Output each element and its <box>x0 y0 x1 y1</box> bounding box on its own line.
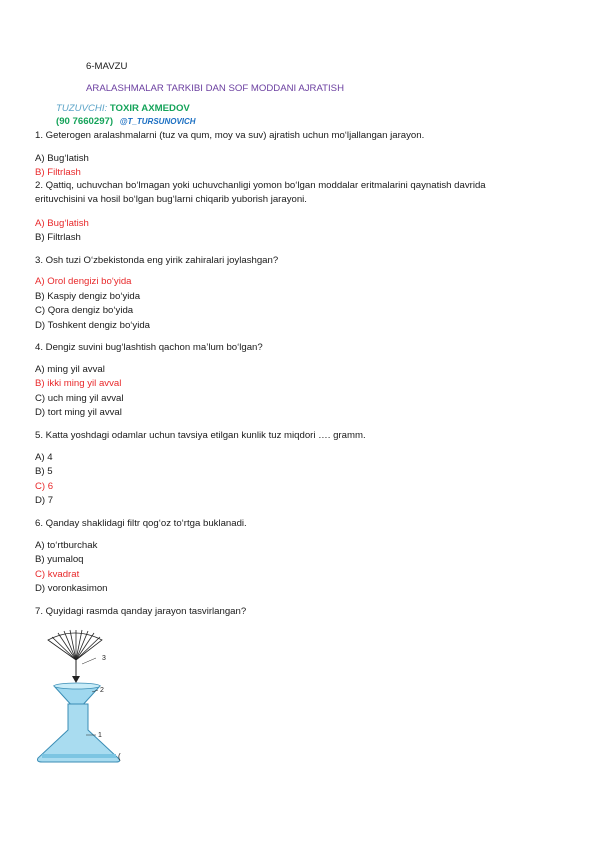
q6-option-c-answer: C) kvadrat <box>35 569 80 580</box>
question-3: 3. Osh tuzi O‘zbekistonda eng yirik zahiralari joylashgan? <box>35 255 279 266</box>
figure-label-cut: ( <box>118 752 121 761</box>
question-2: 2. Qattiq, uchuvchan bo‘lmagan yoki uchuvchanligi yomon bo‘lgan moddalar eritmalarini qaynatish davrida erituvchisini va hosil bo‘lgan bug‘larni chiqarib yuborish jarayoni. <box>35 180 486 205</box>
topic-number: 6-MAVZU <box>86 61 128 72</box>
q5-option-d: D) 7 <box>35 495 54 506</box>
q3-option-d: D) Toshkent dengiz bo‘yida <box>35 320 151 331</box>
q2-option-a-answer: A) Bug‘latish <box>35 218 89 229</box>
q3-option-c: C) Qora dengiz bo‘yida <box>35 305 134 316</box>
q6-option-a: A) to‘rtburchak <box>35 540 98 551</box>
figure-label-1: 1 <box>98 732 102 739</box>
q3-option-a-answer: A) Orol dengizi bo‘yida <box>35 276 132 287</box>
question-1: 1. Geterogen aralashmalarni (tuz va qum, moy va suv) ajratish uchun mo‘ljallangan jarayon. <box>35 130 425 141</box>
question-4: 4. Dengiz suvini bug‘lashtish qachon ma’lum bo‘lgan? <box>35 342 263 353</box>
author-line <box>56 102 190 115</box>
q1-option-b-answer: B) Filtrlash <box>35 167 81 178</box>
figure-label-3: 3 <box>102 655 106 662</box>
author-name: TOXIR AXMEDOV <box>109 103 190 114</box>
q4-option-d: D) tort ming yil avval <box>35 407 122 418</box>
q5-option-c-answer: C) 6 <box>35 481 54 492</box>
figure-label-2: 2 <box>100 687 104 694</box>
contact-line <box>56 115 196 128</box>
question-7: 7. Quyidagi rasmda qanday jarayon tasvirlangan? <box>35 606 247 617</box>
question-6: 6. Qanday shaklidagi filtr qog‘oz to‘rtga buklanadi. <box>35 518 247 529</box>
down-arrow-icon <box>72 660 80 683</box>
phone-number: (90 7660297) <box>56 116 114 127</box>
q5-option-a: A) 4 <box>35 452 53 463</box>
filtration-diagram <box>30 628 140 778</box>
q4-option-b-answer: B) ikki ming yil avval <box>35 378 122 389</box>
q1-option-a: A) Bug‘latish <box>35 153 89 164</box>
social-handle: @T_TURSUNOVICH <box>119 117 196 126</box>
q4-option-a: A) ming yil avval <box>35 364 105 375</box>
folded-filter-paper-icon <box>48 630 102 660</box>
q5-option-b: B) 5 <box>35 466 53 477</box>
q3-option-b: B) Kaspiy dengiz bo‘yida <box>35 291 141 302</box>
q2-option-b: B) Filtrlash <box>35 232 81 243</box>
q4-option-c: C) uch ming yil avval <box>35 393 124 404</box>
author-label: TUZUVCHI: <box>56 103 108 114</box>
q6-option-b: B) yumaloq <box>35 554 84 565</box>
question-5: 5. Katta yoshdagi odamlar uchun tavsiya etilgan kunlik tuz miqdori …. gramm. <box>35 430 366 441</box>
q6-option-d: D) voronkasimon <box>35 583 108 594</box>
page-title: ARALASHMALAR TARKIBI DAN SOF MODDANI AJRATISH <box>86 83 345 94</box>
flask-icon <box>38 704 120 762</box>
